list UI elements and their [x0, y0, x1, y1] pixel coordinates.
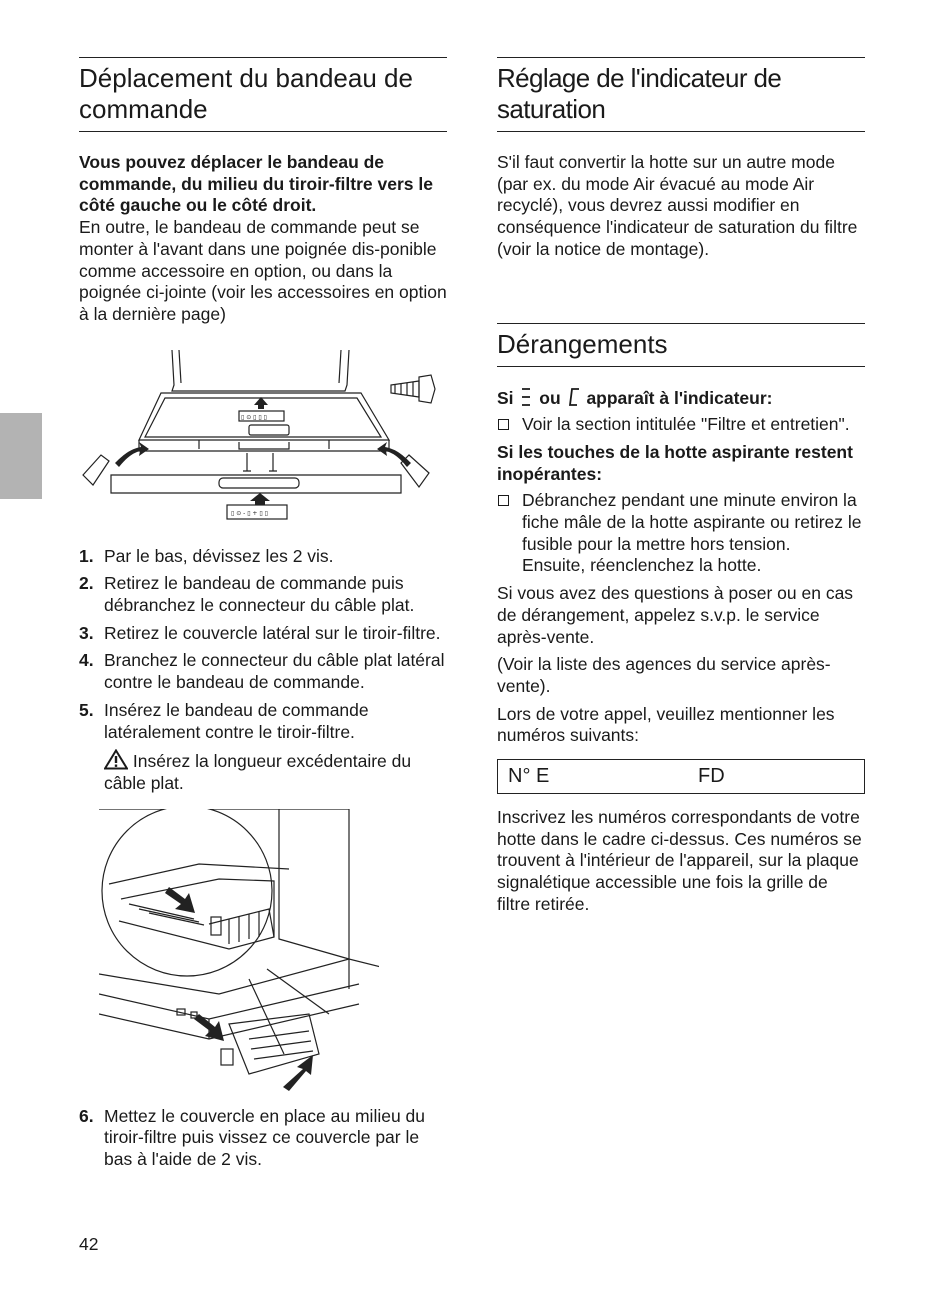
page-number: 42	[79, 1234, 99, 1254]
section-title-control-panel: Déplacement du bandeau de commande	[79, 57, 447, 132]
fd-number-label: FD	[698, 765, 725, 788]
warning-text: Insérez la longueur excédentaire du câble plat.	[104, 751, 412, 793]
step-item: 3. Retirez le couvercle latéral sur le tiroir-filtre.	[79, 622, 441, 643]
checkbox-icon	[498, 419, 509, 430]
service-paragraph: Si vous avez des questions à poser ou en cas de dérangement, appelez s.v.p. le service après-vente.	[497, 583, 854, 647]
indicator-checklist	[497, 414, 865, 436]
agency-paragraph: (Voir la liste des agences du service après-vente).	[497, 654, 831, 696]
buttons-checklist	[497, 490, 865, 577]
section-title-troubleshooting: Dérangements	[497, 323, 865, 367]
steps-list-continued	[79, 1106, 447, 1171]
svg-text:▯ ⊙ - ▯ + ▯ ▯: ▯ ⊙ - ▯ + ▯ ▯	[231, 509, 268, 517]
buttons-question: Si les touches de la hotte aspirante restent inopérantes:	[497, 441, 853, 484]
right-column	[497, 57, 865, 916]
numbers-location-paragraph: Inscrivez les numéros correspondants de votre hotte dans le cadre ci-dessus. Ces numéros se trouvent à l'intérieur de l'appareil, sur la plaque signalétique accessible une fois la grille de filtre retirée.	[497, 807, 862, 914]
control-panel-diagram	[79, 345, 447, 530]
section-title-saturation-indicator: Réglage de l'indicateur de saturation	[497, 57, 865, 132]
checklist-item: Débranchez pendant une minute environ la fiche mâle de la hotte aspirante ou retirez le fusible pour la mettre hors tension. Ensuite, réenclenchez la hotte.	[497, 490, 865, 577]
warning-icon	[104, 749, 128, 770]
section-tab	[0, 413, 42, 499]
warning-note	[79, 749, 447, 794]
step-item: 1. Par le bas, dévissez les 2 vis.	[79, 545, 334, 566]
checkbox-icon	[498, 495, 509, 506]
intro-text: En outre, le bandeau de commande peut se monter à l'avant dans une poignée dis-ponible comme accessoire en option, ou dans la poignée ci-jointe (voir les accessoires en option à la dernière page)	[79, 217, 447, 324]
segment-c-icon	[568, 387, 580, 407]
svg-text:▯ ⊙ ▯ ▯ ▯: ▯ ⊙ ▯ ▯ ▯	[241, 413, 267, 421]
segment-e-icon	[520, 387, 532, 407]
numbers-paragraph: Lors de votre appel, veuillez mentionner les numéros suivants:	[497, 703, 835, 746]
step-item: 2. Retirez le bandeau de commande puis débranchez le connecteur du câble plat.	[79, 573, 415, 616]
cable-insertion-diagram	[99, 809, 379, 1094]
step-item: 5. Insérez le bandeau de commande latéralement contre le tiroir-filtre.	[79, 699, 369, 742]
step-item: 6. Mettez le couvercle en place au milieu du tiroir-filtre puis vissez ce couvercle par le bas à l'aide de 2 vis.	[79, 1105, 426, 1170]
intro-bold: Vous pouvez déplacer le bandeau de commande, du milieu du tiroir-filtre vers le côté gauche ou le côté droit.	[79, 152, 433, 216]
indicator-question: Si ou apparaît à l'indicateur:	[497, 387, 773, 408]
steps-list	[79, 546, 447, 795]
model-number-box	[497, 759, 865, 794]
checklist-item: Voir la section intitulée "Filtre et entretien".	[497, 414, 865, 436]
left-column	[79, 57, 447, 1177]
step-item: 4. Branchez le connecteur du câble plat latéral contre le bandeau de commande.	[79, 650, 445, 693]
saturation-paragraph: S'il faut convertir la hotte sur un autre mode (par ex. du mode Air évacué au mode Air recyclé), vous devrez aussi modifier en conséquence l'indicateur de saturation du filtre (voir la notice de montage).	[497, 152, 858, 259]
e-number-label: N° E	[508, 765, 550, 788]
